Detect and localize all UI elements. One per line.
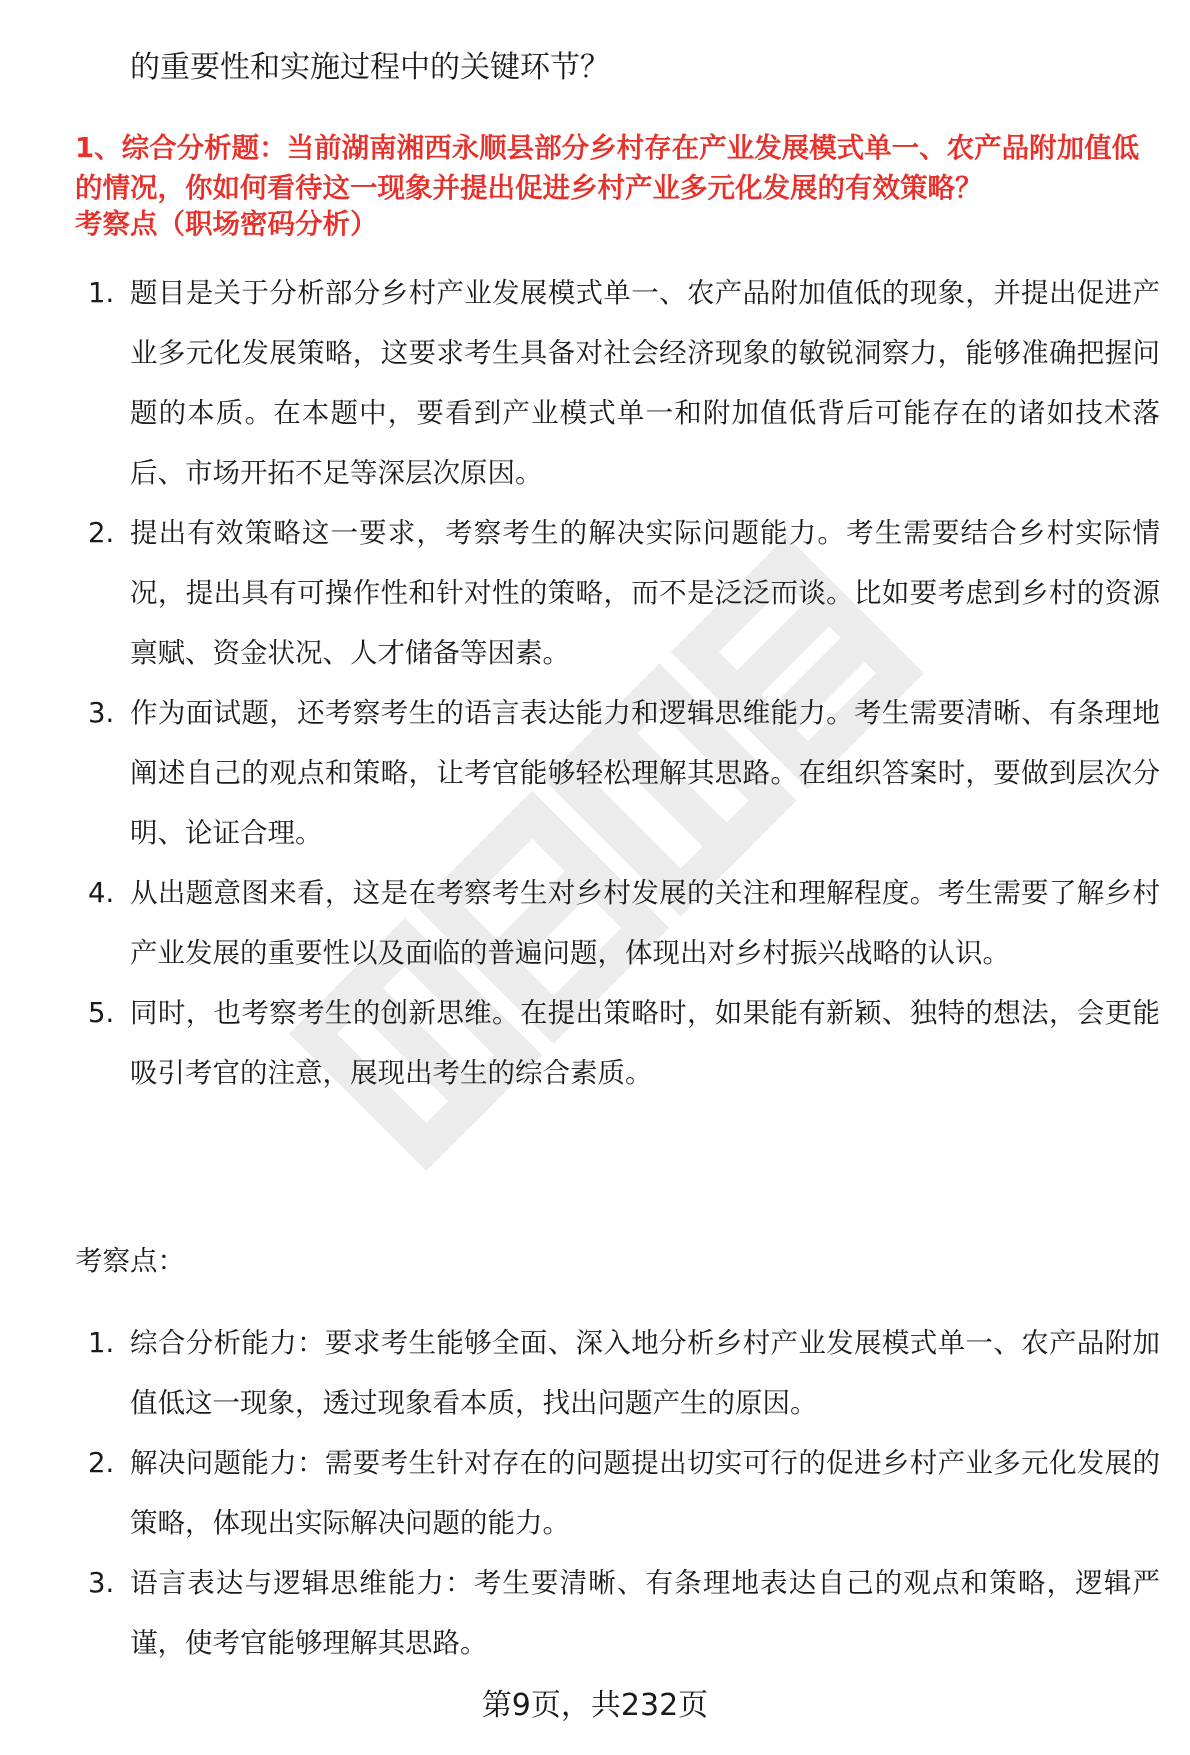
- list-item-text: 同时，也考察考生的创新思维。在提出策略时，如果能有新颖、独特的想法，会更能吸引考官的注意，展现出考生的综合素质。: [130, 997, 1160, 1089]
- list-item: [0, 983, 1160, 1103]
- list-item-number: 1.: [88, 1327, 115, 1359]
- list-item-text: 综合分析能力：要求考生能够全面、深入地分析乡村产业发展模式单一、农产品附加值低这一现象，透过现象看本质，找出问题产生的原因。: [130, 1327, 1160, 1419]
- list-item: [0, 863, 1160, 983]
- list-item: [0, 263, 1160, 503]
- list-item-text: 解决问题能力：需要考生针对存在的问题提出切实可行的促进乡村产业多元化发展的策略，体现出实际解决问题的能力。: [130, 1447, 1160, 1539]
- list-item-text: 提出有效策略这一要求，考察考生的解决实际问题能力。考生需要结合乡村实际情况，提出具有可操作性和针对性的策略，而不是泛泛而谈。比如要考虑到乡村的资源禀赋、资金状况、人才储备等因素。: [130, 517, 1160, 669]
- list-item: [0, 1433, 1160, 1553]
- page-footer: 第9页，共232页: [481, 1688, 709, 1723]
- list-item-number: 5.: [88, 997, 115, 1029]
- list-item: [0, 1313, 1160, 1433]
- list-item-number: 2.: [88, 517, 115, 549]
- list-item-number: 4.: [88, 877, 115, 909]
- section2-title: 考察点：: [75, 1245, 185, 1277]
- list-item-text: 从出题意图来看，这是在考察考生对乡村发展的关注和理解程度。考生需要了解乡村产业发展的重要性以及面临的普遍问题，体现出对乡村振兴战略的认识。: [130, 877, 1160, 969]
- list-item-number: 3.: [88, 1567, 115, 1599]
- list-item-text: 语言表达与逻辑思维能力：考生要清晰、有条理地表达自己的观点和策略，逻辑严谨，使考官能够理解其思路。: [130, 1567, 1160, 1659]
- list-item-number: 3.: [88, 697, 115, 729]
- section1-title: 考察点（职场密码分析）: [75, 208, 378, 240]
- list-item: [0, 683, 1160, 863]
- list-item: [0, 1553, 1160, 1673]
- list-item: [0, 503, 1160, 683]
- list-item-text: 题目是关于分析部分乡村产业发展模式单一、农产品附加值低的现象，并提出促进产业多元化发展策略，这要求考生具备对社会经济现象的敏锐洞察力，能够准确把握问题的本质。在本题中，要看到产业模式单一和附加值低背后可能存在的诸如技术落后、市场开拓不足等深层次原因。: [130, 277, 1160, 489]
- section2-list: [0, 1313, 1160, 1673]
- list-item-number: 2.: [88, 1447, 115, 1479]
- list-item-number: 1.: [88, 277, 115, 309]
- continuation-line: 的重要性和实施过程中的关键环节？: [130, 50, 610, 85]
- section1-list: [0, 263, 1160, 1103]
- question-heading: 1、综合分析题：当前湖南湘西永顺县部分乡村存在产业发展模式单一、农产品附加值低的情况，你如何看待这一现象并提出促进乡村产业多元化发展的有效策略？: [75, 132, 1140, 204]
- list-item-text: 作为面试题，还考察考生的语言表达能力和逻辑思维能力。考生需要清晰、有条理地阐述自己的观点和策略，让考官能够轻松理解其思路。在组织答案时，要做到层次分明、论证合理。: [130, 697, 1160, 849]
